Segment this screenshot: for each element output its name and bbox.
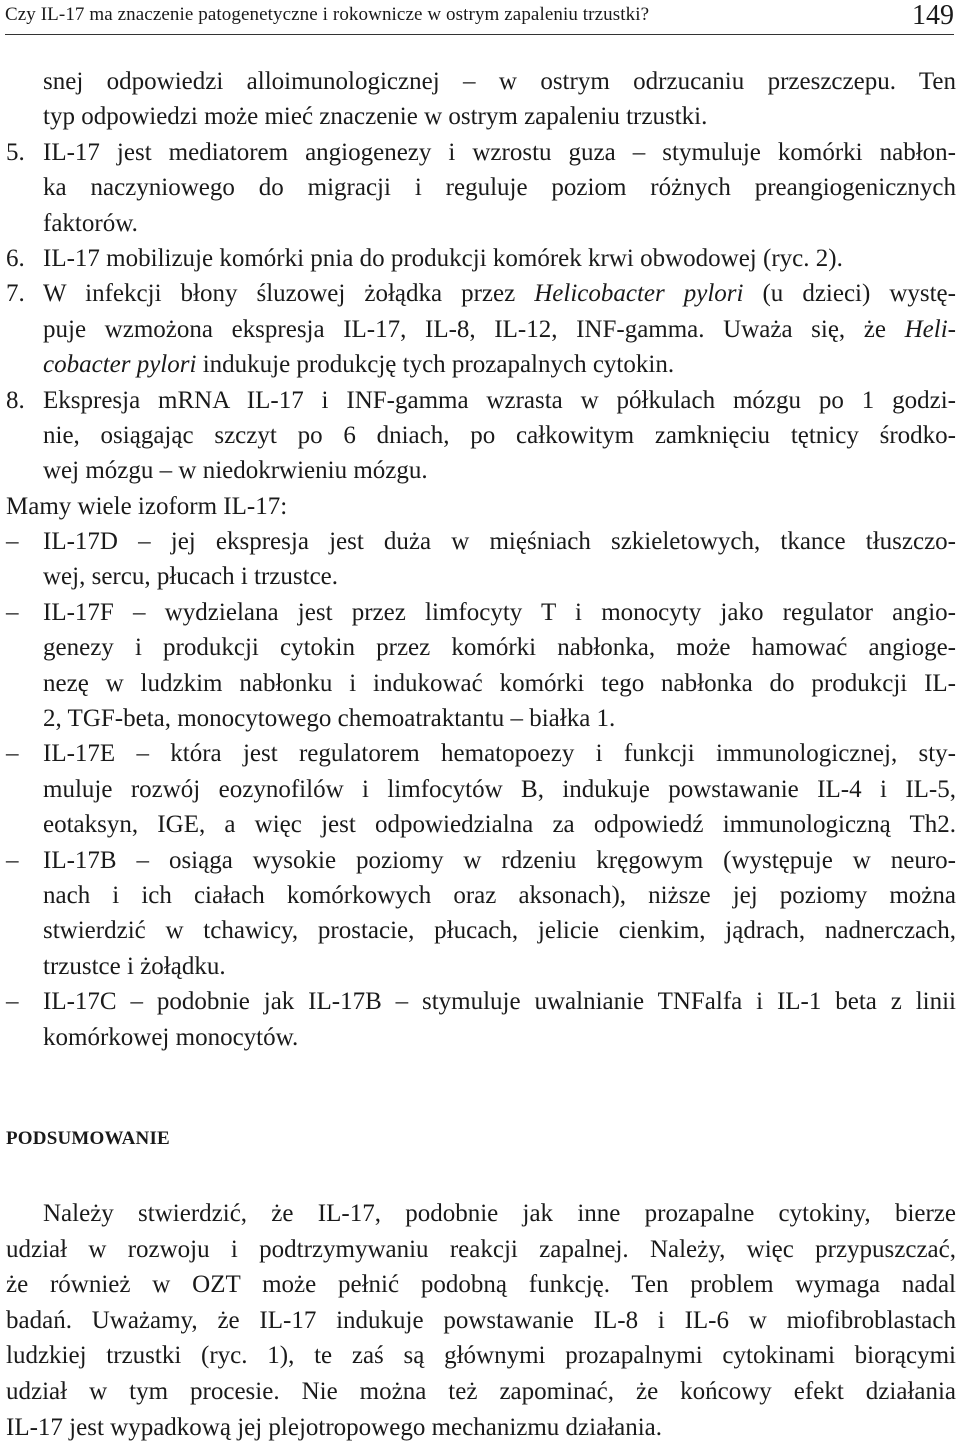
text-line: nach i ich ciałach komórkowych oraz aksonach), niższe jej poziomy można xyxy=(43,881,956,909)
text-line: Mamy wiele izoform IL-17: xyxy=(6,492,288,520)
list-item-7: 7. W infekcji błony śluzowej żołądka przez Helicobacter pylori (u dzieci) wystę- xyxy=(6,276,956,311)
text-line: komórkowej monocytów. xyxy=(43,1023,299,1051)
text-line: nezę w ludzkim nabłonku i indukować komórki tego nabłonka do produkcji IL- xyxy=(43,669,956,697)
text-line: stwierdzić w tchawicy, prostacie, płucach, jelicie cienkim, jądrach, nadnerczach, xyxy=(43,917,956,945)
text-line: typ odpowiedzi może mieć znaczenie w ostrym zapaleniu trzustki. xyxy=(43,103,708,131)
summary-paragraph xyxy=(6,1196,956,1445)
text-line: cobacter pylori indukuje produkcję tych prozapalnych cytokin. xyxy=(43,351,675,379)
list-dash: – xyxy=(6,988,19,1016)
list-dash: – xyxy=(6,846,19,874)
text-line: Należy stwierdzić, że IL-17, podobnie jak inne prozapalne cytokiny, bierze xyxy=(43,1200,956,1227)
text-line: 2, TGF-beta, monocytowego chemoatraktantu – białka 1. xyxy=(43,705,616,733)
text-line: muluje rozwój eozynofilów i limfocytów B, indukuje powstawanie IL-4 i IL-5, xyxy=(43,775,956,803)
list-item-6: 6. IL-17 mobilizuje komórki pnia do produkcji komórek krwi obwodowej (ryc. 2). xyxy=(6,241,956,276)
page-number: 149 xyxy=(912,0,954,31)
text-line: ka naczyniowego do migracji i reguluje poziom różnych preangiogenicznych xyxy=(43,174,956,202)
text-line: trzustce i żołądku. xyxy=(43,952,226,980)
isoform-item: – IL-17B – osiąga wysokie poziomy w rdzeniu kręgowym (występuje w neuro- xyxy=(6,843,956,878)
list-item-5: 5. IL-17 jest mediatorem angiogenezy i wzrostu guza – stymuluje komórki nabłon- xyxy=(6,135,956,170)
list-dash: – xyxy=(6,740,19,768)
list-number: 6. xyxy=(6,244,25,272)
running-title: Czy IL-17 ma znaczenie patogenetyczne i rokownicze w ostrym zapaleniu trzustki? xyxy=(5,4,650,25)
text-line: wej mózgu – w niedokrwieniu mózgu. xyxy=(43,457,428,485)
text-line: ludzkiej trzustki (ryc. 1), te zaś są głównymi prozapalnymi cytokinami biorącymi xyxy=(6,1342,956,1370)
species-name: Heli- xyxy=(904,315,956,343)
text-line: wej, sercu, płucach i trzustce. xyxy=(43,563,339,591)
list-item-8: 8. Ekspresja mRNA IL-17 i INF-gamma wzrasta w półkulach mózgu po 1 godzi- xyxy=(6,383,956,418)
list-dash: – xyxy=(6,528,19,556)
list-number: 7. xyxy=(6,280,25,308)
text-line: puje wzmożona ekspresja IL-17, IL-8, IL-12, INF-gamma. Uważa się, że Heli- xyxy=(43,315,956,343)
isoform-item: – IL-17F – wydzielana jest przez limfocyty T i monocyty jako regulator angio- xyxy=(6,595,956,630)
isoform-item: – IL-17E – która jest regulatorem hematopoezy i funkcji immunologicznej, sty- xyxy=(6,736,956,771)
text-line: genezy i produkcji cytokin przez komórki nabłonka, może hamować angioge- xyxy=(43,634,956,662)
species-name: cobacter pylori xyxy=(43,351,197,379)
list-dash: – xyxy=(6,598,19,626)
body-text xyxy=(6,64,956,1055)
text-line: udział w rozwoju i podtrzymywaniu reakcji zapalnej. Należy, więc przypuszczać, xyxy=(6,1235,956,1263)
section-heading: PODSUMOWANIE xyxy=(6,1128,170,1149)
text-line: IL-17 jest wypadkową jej plejotropowego mechanizmu działania. xyxy=(6,1413,663,1441)
page-header xyxy=(5,0,954,35)
isoform-item: – IL-17C – podobnie jak IL-17B – stymuluje uwalnianie TNFalfa i IL-1 beta z linii xyxy=(6,984,956,1019)
list-number: 5. xyxy=(6,138,25,166)
list-number: 8. xyxy=(6,386,25,414)
text-line: udział w tym procesie. Nie można też zapominać, że końcowy efekt działania xyxy=(6,1377,956,1405)
isoform-item: – IL-17D – jej ekspresja jest duża w mięśniach szkieletowych, tkance tłuszczo- xyxy=(6,524,956,559)
text-line: badań. Uważamy, że IL-17 indukuje powstawanie IL-8 i IL-6 w miofibroblastach xyxy=(6,1306,956,1334)
text-line: faktorów. xyxy=(43,209,138,237)
text-line: nie, osiągając szczyt po 6 dniach, po całkowitym zamknięciu tętnicy środko- xyxy=(43,421,956,449)
text-line: że również w OZT może pełnić podobną funkcję. Ten problem wymaga nadal xyxy=(6,1271,956,1299)
species-name: Helicobacter pylori xyxy=(534,280,744,308)
text-line: snej odpowiedzi alloimunologicznej – w ostrym odrzucaniu przeszczepu. Ten xyxy=(43,68,956,95)
text-line: eotaksyn, IGE, a więc jest odpowiedzialna za odpowiedź immunologiczną Th2. xyxy=(43,811,956,839)
